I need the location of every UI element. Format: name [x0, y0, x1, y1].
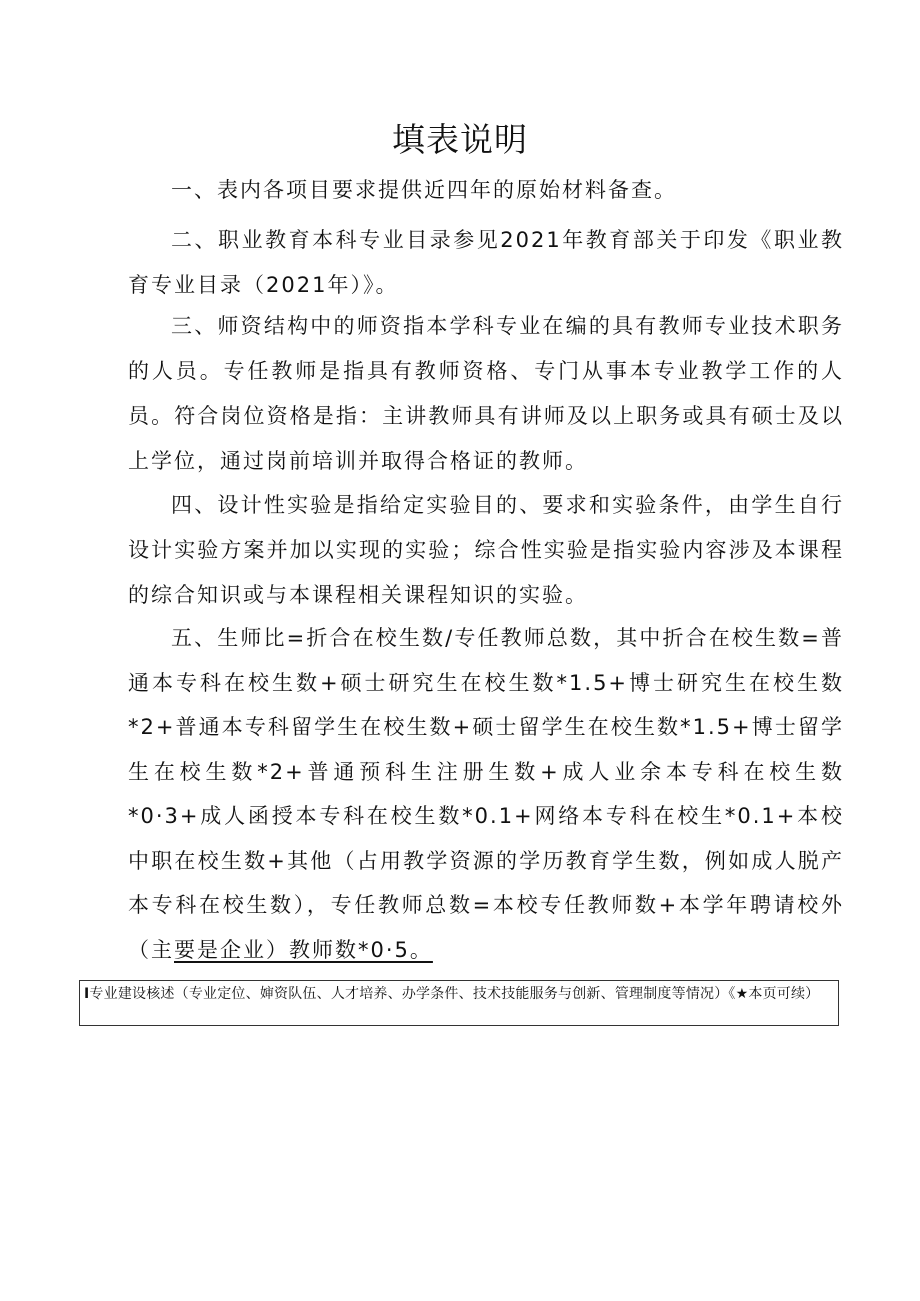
section-header-box	[79, 980, 839, 1026]
instruction-item-4: 四、设计性实验是指给定实验目的、要求和实验条件，由学生自行设计实验方案并加以实现的实验；综合性实验是指实验内容涉及本课程的综合知识或与本课程相关课程知识的实验。	[128, 493, 844, 607]
section-marker: I	[84, 986, 90, 1002]
instruction-item-3: 三、师资结构中的师资指本学科专业在编的具有教师专业技术职务的人员。专任教师是指具有教师资格、专门从事本专业教学工作的人员。符合岗位资格是指：主讲教师具有讲师及以上职务或具有硕士及以上学位，通过岗前培训并取得合格证的教师。	[128, 314, 844, 473]
instruction-item-5-underlined-text: 要是企业）教师数*0·5。	[174, 937, 433, 962]
page-title: 填表说明	[392, 120, 528, 159]
section-header-text: 专业建设核述（专业定位、婶资队伍、人才培养、办学条件、技术技能服务与创新、管理制度等情况）《★本页可续）	[89, 986, 820, 1002]
instruction-item-5-text: 五、生师比=折合在校生数/专任教师总数，其中折合在校生数=普通本专科在校生数+硕士研究生在校生数*1.5+博士研究生在校生数*2+普通本专科留学生在校生数+硕士留学生在校生数*1.5+博士留学生在校生数*2+普通预科生注册生数+成人业余本专科在校生数*0·3+成人函授本专科在校生数*0.1+网络本专科在校生*0.1+本校中职在校生数+其他（占用教学资源的学历教育学生数，例如成人脱产本专科在校生数），专任教师总数=本校专任教师数+本学年聘请校外（主	[128, 626, 844, 962]
instruction-item-5	[128, 616, 844, 972]
instruction-item-2: 二、职业教育本科专业目录参见2021年教育部关于印发《职业教育专业目录（2021年）》。	[128, 228, 844, 297]
instruction-item-1: 一、表内各项目要求提供近四年的原始材料备查。	[171, 178, 677, 202]
